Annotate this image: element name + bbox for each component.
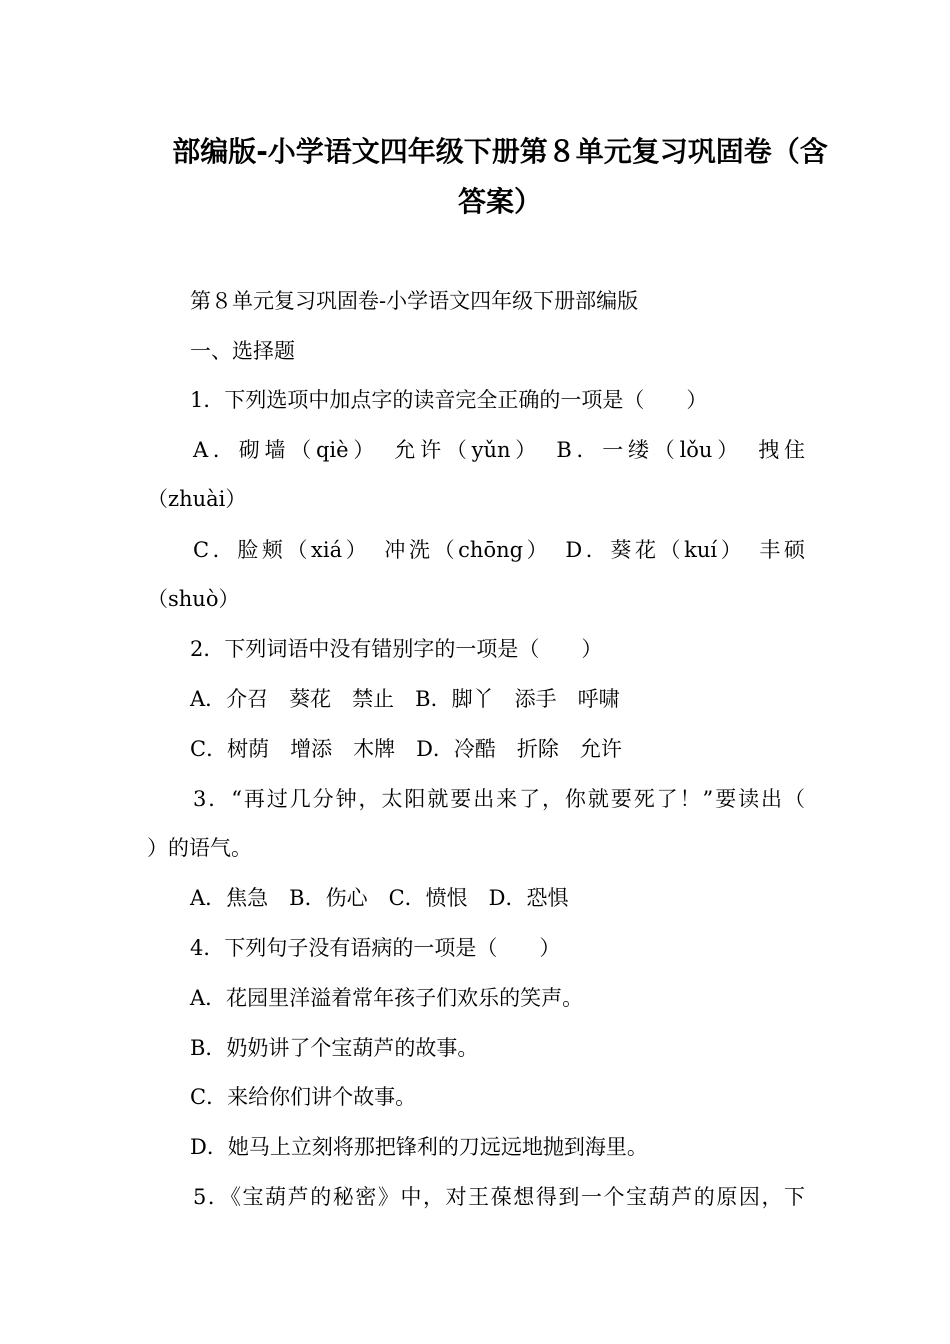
question-1-options-cd: C．脸颊（xiá） 冲洗（chōng） D．葵花（kuí） 丰硕 [193, 538, 805, 562]
question-2: 2．下列词语中没有错别字的一项是（ ） [190, 637, 603, 661]
question-3-cont: ）的语气。 [147, 836, 252, 860]
question-1-options-ab-cont: （zhuài） [147, 487, 247, 511]
question-1-options-ab: A．砌墙（qiè） 允许（yǔn） B．一缕（lǒu） 拽住 [193, 438, 805, 462]
question-1-options-cd-cont: （shuò） [147, 587, 240, 611]
question-4-option-b: B．奶奶讲了个宝葫芦的故事。 [190, 1036, 479, 1060]
question-3-options: A．焦急 B．伤心 C．愤恨 D．恐惧 [190, 886, 569, 910]
question-2-options-cd: C．树荫 增添 木牌 D．冷酷 折除 允许 [190, 737, 622, 761]
question-4: 4．下列句子没有语病的一项是（ ） [190, 936, 561, 960]
document-title-line-2: 答案） [457, 185, 542, 218]
question-4-option-a: A．花园里洋溢着常年孩子们欢乐的笑声。 [190, 986, 584, 1010]
question-3: 3．“再过几分钟，太阳就要出来了，你就要死了！”要读出（ [193, 787, 805, 811]
question-4-option-c: C．来给你们讲个故事。 [190, 1085, 417, 1109]
subtitle: 第８单元复习巩固卷-小学语文四年级下册部编版 [190, 289, 639, 313]
question-1: 1．下列选项中加点字的读音完全正确的一项是（ ） [190, 388, 708, 412]
section-heading: 一、选择题 [190, 339, 295, 363]
question-4-option-d: D．她马上立刻将那把锋利的刀远远地抛到海里。 [190, 1135, 648, 1159]
document-title-line-1: 部编版-小学语文四年级下册第８单元复习巩固卷（含 [172, 135, 828, 168]
question-2-options-ab: A．介召 葵花 禁止 B．脚丫 添手 呼啸 [190, 687, 620, 711]
question-5: 5．《宝葫芦的秘密》中，对王葆想得到一个宝葫芦的原因，下 [193, 1185, 805, 1209]
